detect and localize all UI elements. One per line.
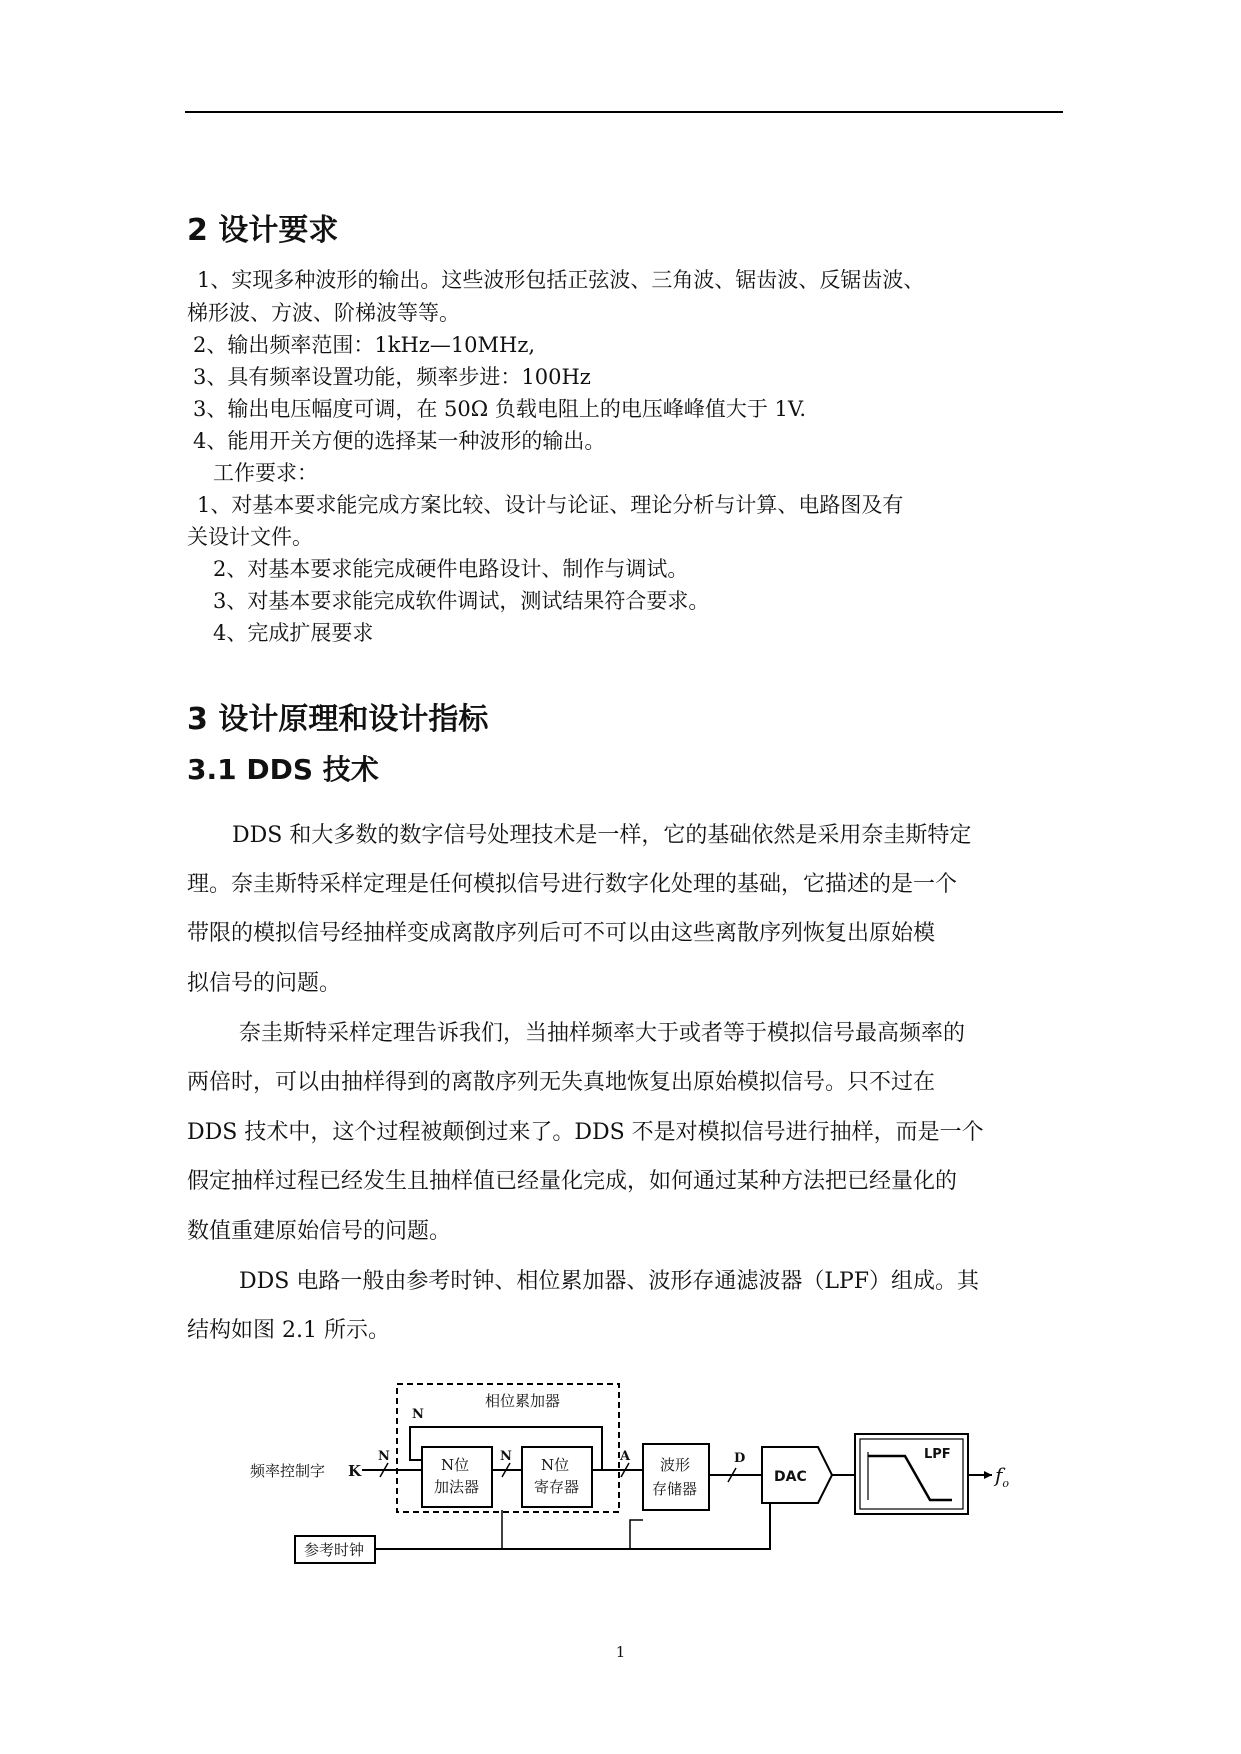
accumulator-label: 相位累加器: [485, 1392, 561, 1410]
body-line: DDS 和大多数的数字信号处理技术是一样，它的基础依然是采用奈圭斯特定: [232, 823, 972, 848]
section-2-heading: 2 设计要求: [187, 213, 339, 248]
adder-line1: N位: [441, 1456, 470, 1474]
requirement-line: 3、对基本要求能完成软件调试，测试结果符合要求。: [213, 589, 710, 613]
lpf-label: LPF: [924, 1447, 951, 1462]
body-line: DDS 电路一般由参考时钟、相位累加器、波形存通滤波器（LPF）组成。其: [239, 1269, 980, 1294]
clock-to-rom: [630, 1520, 643, 1549]
rom-block: [643, 1444, 709, 1510]
clock-label: 参考时钟: [304, 1541, 365, 1559]
clock-line: [375, 1503, 770, 1549]
requirement-line: 梯形波、方波、阶梯波等等。: [187, 301, 460, 325]
lpf-block: [855, 1434, 968, 1514]
adder-line2: 加法器: [434, 1478, 480, 1496]
rom-line1: 波形: [660, 1456, 691, 1474]
requirement-line: 4、能用开关方便的选择某一种波形的输出。: [193, 429, 606, 453]
dds-block-diagram: [240, 1372, 1020, 1572]
register-line2: 寄存器: [534, 1478, 580, 1496]
header-rule: [185, 111, 1063, 113]
register-line1: N位: [541, 1456, 570, 1474]
body-line: 两倍时，可以由抽样得到的离散序列无失真地恢复出原始模拟信号。只不过在: [187, 1070, 936, 1095]
requirement-line: 2、输出频率范围：1kHz—10MHz,: [193, 333, 536, 357]
body-line: 拟信号的问题。: [187, 971, 342, 996]
section-3-1-heading: 3.1 DDS 技术: [187, 753, 379, 786]
body-line: 结构如图 2.1 所示。: [187, 1318, 390, 1343]
requirement-line: 1、对基本要求能完成方案比较、设计与论证、理论分析与计算、电路图及有: [197, 493, 904, 517]
requirement-line: 关设计文件。: [187, 525, 313, 549]
requirement-line: 4、完成扩展要求: [213, 621, 374, 645]
n-label-input: N: [378, 1449, 390, 1464]
d-label: D: [734, 1451, 746, 1466]
body-line: 奈圭斯特采样定理告诉我们，当抽样频率大于或者等于模拟信号最高频率的: [239, 1021, 966, 1046]
section-3-heading: 3 设计原理和设计指标: [187, 702, 489, 737]
body-line: 数值重建原始信号的问题。: [187, 1219, 452, 1244]
output-arrow: [984, 1471, 992, 1479]
page-number: 1: [615, 1643, 626, 1661]
requirement-line: 3、输出电压幅度可调，在 50Ω 负载电阻上的电压峰峰值大于 1V.: [193, 397, 807, 421]
requirement-line: 2、对基本要求能完成硬件电路设计、制作与调试。: [213, 557, 689, 581]
freq-word-label: 频率控制字: [250, 1462, 326, 1480]
n-label-feedback: N: [412, 1407, 424, 1422]
requirement-line: 1、实现多种波形的输出。这些波形包括正弦波、三角波、锯齿波、反锯齿波、: [197, 268, 925, 292]
body-line: 假定抽样过程已经发生且抽样值已经量化完成，如何通过某种方法把已经量化的: [187, 1169, 958, 1194]
work-requirements-label: 工作要求：: [213, 461, 318, 485]
body-line: 理。奈圭斯特采样定理是任何模拟信号进行数字化处理的基础，它描述的是一个: [187, 872, 958, 897]
dac-label: DAC: [774, 1469, 807, 1485]
output-label: $f_o$: [995, 1463, 1010, 1490]
rom-line2: 存储器: [652, 1480, 698, 1498]
n-label-mid: N: [500, 1449, 512, 1464]
body-line: 带限的模拟信号经抽样变成离散序列后可不可以由这些离散序列恢复出原始模: [187, 921, 936, 946]
requirement-line: 3、具有频率设置功能，频率步进：100Hz: [193, 365, 591, 389]
body-line: DDS 技术中，这个过程被颠倒过来了。DDS 不是对模拟信号进行抽样，而是一个: [187, 1120, 984, 1145]
k-label: K: [348, 1462, 362, 1480]
a-label: A: [620, 1449, 631, 1464]
